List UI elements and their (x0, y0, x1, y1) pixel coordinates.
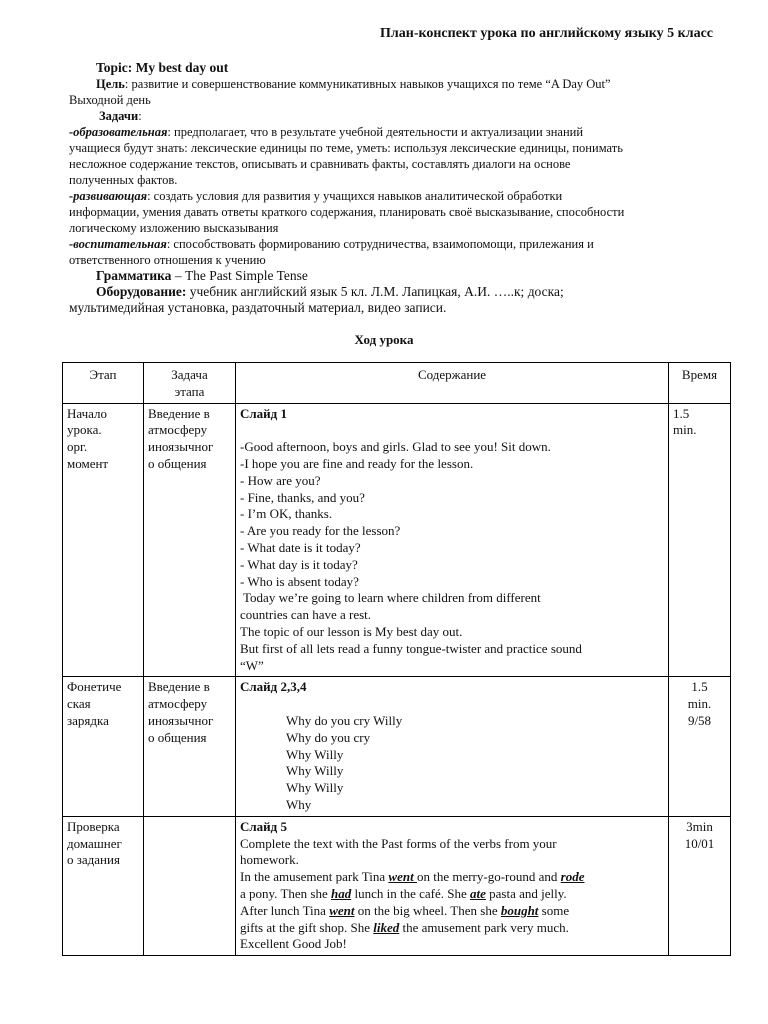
content-cell: Слайд 1 -Good afternoon, boys and girls. Glad to see you! Sit down. -I hope you are fine and ready for the lesson. - How are you? - Fine, thanks, and you? - I’m OK, thanks. - Are you ready for the lesson? - What date is it today? - What day is it today? - Who is absent today? Today we’re going to learn where children from different countries can have a rest. The topic of our lesson is My best day out. But first of all lets read a funny tongue-twister and practice sound “W” (236, 403, 669, 677)
document-title: План-конспект урока по английскому языку 5 класс (380, 26, 713, 41)
time-cell: 3min 10/01 (669, 816, 731, 955)
goal-line-2: Выходной день (69, 93, 151, 107)
tasks-label: Задачи (99, 109, 139, 123)
course-title: Ход урока (354, 332, 414, 347)
task-educational: -образовательная: предполагает, что в результате учебной деятельности и актуализации знаний (69, 125, 584, 139)
task-educational-label: -образовательная (69, 125, 168, 139)
task-cell: Введение в атмосферу иноязычног о общения (144, 677, 236, 816)
verb-rode: rode (560, 869, 585, 885)
task-cell: Введение в атмосферу иноязычног о общения (144, 403, 236, 677)
grammar-line: Грамматика – The Past Simple Tense (96, 268, 308, 283)
grammar-label: Грамматика (96, 268, 172, 283)
equipment-line-2: мультимедийная установка, раздаточный материал, видео записи. (69, 300, 447, 315)
verb-went-2: went (329, 902, 355, 918)
table-header-row (63, 363, 731, 404)
content-cell: Слайд 2,3,4 Why do you cry Willy Why do you cry Why Willy Why Willy Why Willy Why (236, 677, 669, 816)
verb-ate: ate (469, 885, 486, 901)
table-row (63, 677, 731, 816)
time-cell: 1.5 min. 9/58 (669, 677, 731, 816)
header-time: Время (669, 363, 731, 404)
task-upbringing-label: -воспитательная (69, 237, 167, 251)
goal-label: Цель (96, 77, 125, 91)
verb-went: went (388, 869, 417, 885)
goal-text: : развитие и совершенствование коммуникативных навыков учащихся по теме “A Day Out” (124, 77, 611, 91)
lesson-table (62, 362, 731, 956)
table-row (63, 816, 731, 955)
slide-label: Слайд 5 (240, 818, 287, 834)
verb-bought: bought (500, 902, 539, 918)
lesson-intro: Topic: My best day out Цель: развитие и совершенствование коммуникативных навыков учащихся по теме “A Day Out” Выходной день Задачи: -образовательная: предполагает, что в результате учебной деятельности и актуализации знаний учащиеся будут знать: лексические единицы по теме, уметь: используя лексические единицы, понимать несложное содержание текстов, описывать и сравнивать факты, составлять диалоги на основе полученных фактов. -развивающая: создать условия для развития у учащихся навыков аналитической обработки информации, умения давать ответы краткого содержания, планировать своё высказывание, способности логическому изложению высказывания -воспитательная: способствовать формированию сотрудничества, взаимопомощи, прилежания и ответственного отношения к учению Грамматика – The Past Simple Tense Оборудование: учебник английский язык 5 кл. Л.М. Лапицкая, А.И. …..к; доска; мультимедийная установка, раздаточный материал, видео записи. (69, 60, 719, 316)
content-cell: Слайд 5 Complete the text with the Past forms of the verbs from your homework. In the amusement park Tina went on the merry-go-round and rode a pony. Then she had lunch in the café. She ate pasta and jelly. After lunch Tina went on the big wheel. Then she bought some gifts at the gift shop. She liked the amusement park very much. Excellent Good Job! (236, 816, 669, 955)
header-stage: Этап (63, 363, 144, 404)
stage-cell: Фонетиче ская зарядка (63, 677, 144, 816)
header-content: Содержание (236, 363, 669, 404)
task-developing-label: -развивающая (69, 189, 148, 203)
goal-line (69, 76, 719, 92)
topic-label: Topic: (96, 60, 133, 75)
task-developing: -развивающая: создать условия для развития у учащихся навыков аналитической обработки (69, 189, 563, 203)
equipment-label: Оборудование: (96, 284, 187, 299)
verb-liked: liked (373, 919, 400, 935)
topic-line (69, 60, 719, 76)
task-upbringing: -воспитательная: способствовать формированию сотрудничества, взаимопомощи, прилежания и (69, 237, 594, 251)
slide-label: Слайд 1 (240, 405, 287, 421)
slide-label: Слайд 2,3,4 (240, 679, 307, 695)
stage-cell: Проверка домашнег о задания (63, 816, 144, 955)
equipment-line: Оборудование: учебник английский язык 5 кл. Л.М. Лапицкая, А.И. …..к; доска; (96, 284, 564, 299)
verb-had: had (330, 885, 352, 901)
time-cell: 1.5 min. (669, 403, 731, 677)
task-cell (144, 816, 236, 955)
tasks-heading: Задачи: (99, 109, 142, 123)
stage-cell: Начало урока. орг. момент (63, 403, 144, 677)
topic-value: My best day out (135, 60, 229, 75)
table-row (63, 403, 731, 677)
header-task: Задача этапа (144, 363, 236, 404)
